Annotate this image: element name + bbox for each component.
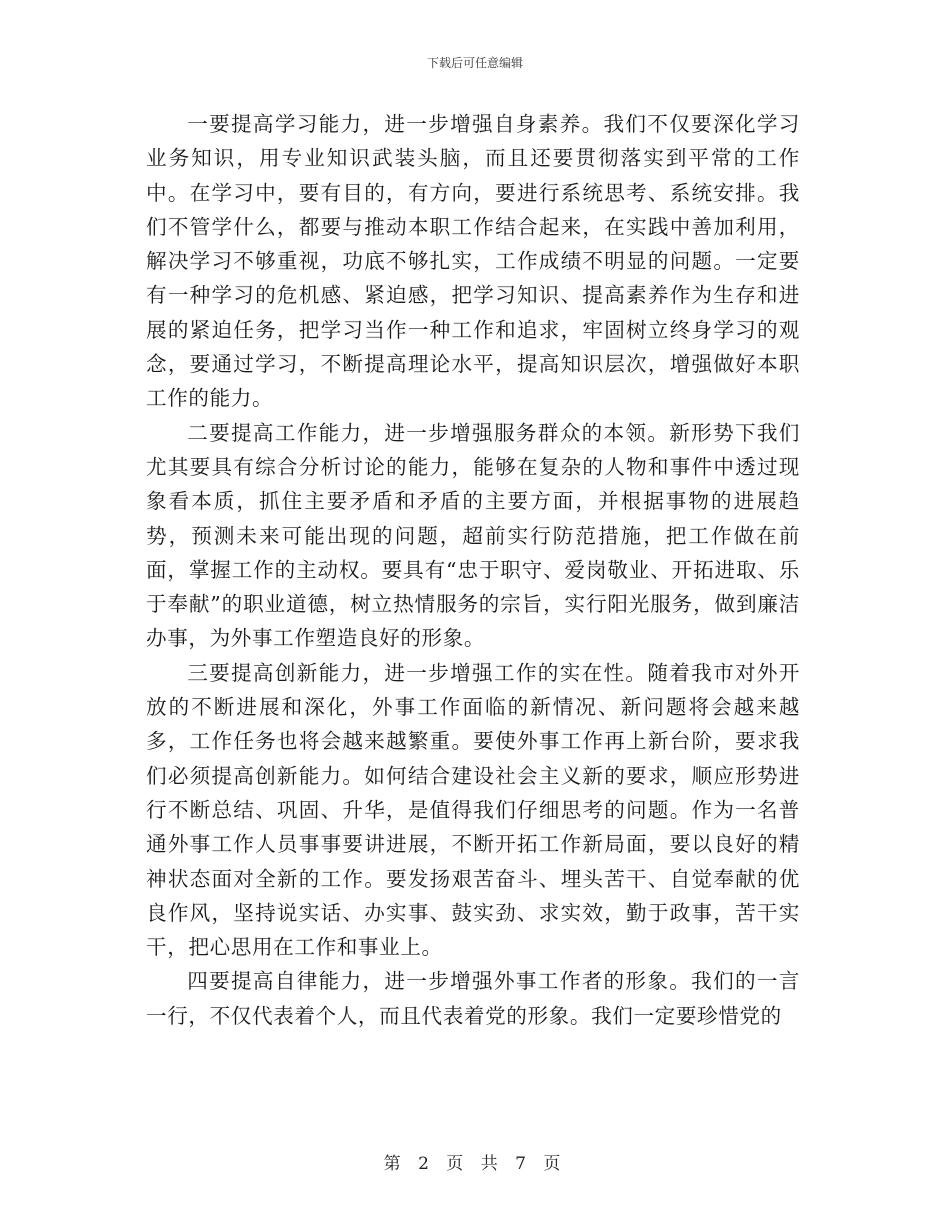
paragraph-2: 二要提高工作能力，进一步增强服务群众的本领。新形势下我们尤其要具有综合分析讨论的能力，能够在复杂的人物和事件中透过现象看本质，抓住主要矛盾和矛盾的主要方面，并根据事物的进展趋势，预测未来可能出现的问题，超前实行防范措施，把工作做在前面，掌握工作的主动权。要具有“忠于职守、爱岗敬业、开拓进取、乐于奉献”的职业道德，树立热情服务的宗旨，实行阳光服务，做到廉洁办事，为外事工作塑造良好的形象。 (146, 420, 800, 651)
document-body (146, 107, 800, 1033)
paragraph-4: 四要提高自律能力，进一步增强外事工作者的形象。我们的一言一行，不仅代表着个人，而且代表着党的形象。我们一定要珍惜党的 (146, 969, 800, 1028)
paragraph-1: 一要提高学习能力，进一步增强自身素养。我们不仅要深化学习业务知识，用专业知识武装头脑，而且还要贯彻落实到平常的工作中。在学习中，要有目的，有方向，要进行系统思考、系统安排。我们不管学什么，都要与推动本职工作结合起来，在实践中善加利用，解决学习不够重视，功底不够扎实，工作成绩不明显的问题。一定要有一种学习的危机感、紧迫感，把学习知识、提高素养作为生存和进展的紧迫任务，把学习当作一种工作和追求，牢固树立终身学习的观念，要通过学习，不断提高理论水平，提高知识层次，增强做好本职工作的能力。 (146, 112, 800, 411)
paragraph-3: 三要提高创新能力，进一步增强工作的实在性。随着我市对外开放的不断进展和深化，外事工作面临的新情况、新问题将会越来越多，工作任务也将会越来越繁重。要使外事工作再上新台阶，要求我们必须提高创新能力。如何结合建设社会主义新的要求，顺应形势进行不断总结、巩固、升华，是值得我们仔细思考的问题。作为一名普通外事工作人员事事要讲进展，不断开拓工作新局面，要以良好的精神状态面对全新的工作。要发扬艰苦奋斗、埋头苦干、自觉奉献的优良作风，坚持说实话、办实事、鼓实劲、求实效，勤于政事，苦干实干，把心思用在工作和事业上。 (146, 660, 800, 960)
page-number-footer: 第 2 页 共 7 页 (383, 1154, 567, 1174)
page-header: 下载后可任意编辑 (426, 56, 523, 70)
